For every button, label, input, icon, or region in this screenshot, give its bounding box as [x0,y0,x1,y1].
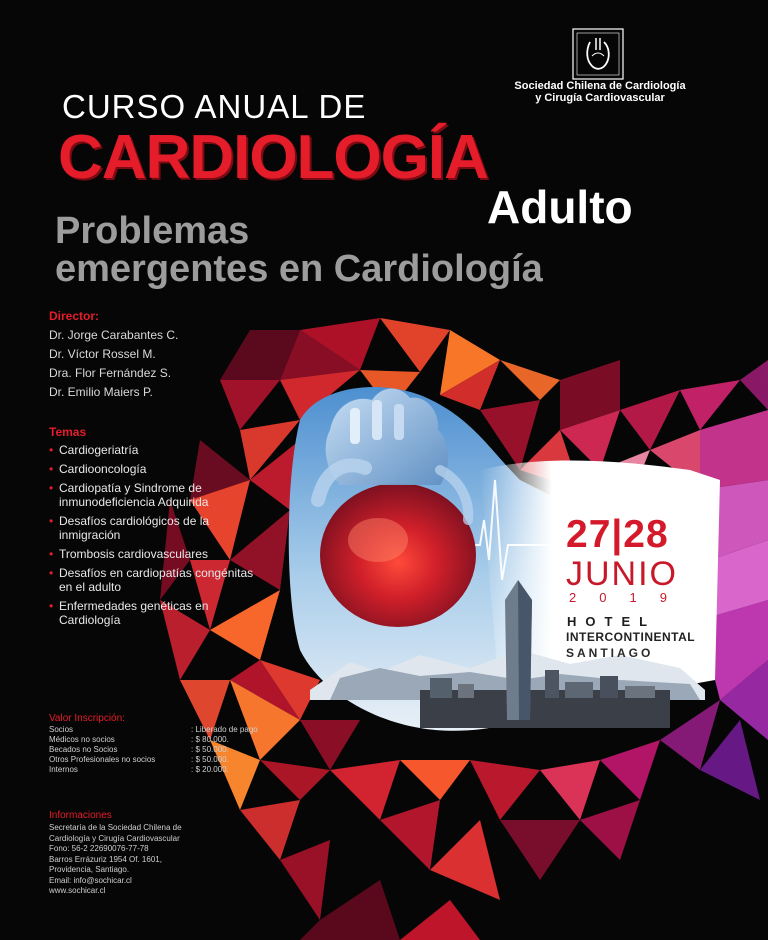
info-address: Barros Errázuriz 1954 Of. 1601, [49,854,162,864]
fee-value: : $ 20.000. [191,765,229,774]
subtitle-line2: emergentes en Cardiología [55,248,543,290]
fee-row [49,735,258,745]
fee-value: : Liberado de pago [191,725,258,734]
director-name: Dr. Emilio Maiers P. [49,385,153,399]
fee-label: Becados no Socios [49,745,118,754]
info-line: Cardiología y Cirugía Cardiovascular [49,833,180,843]
society-name-line2: y Cirugía Cardiovascular [535,92,665,104]
society-name-line1: Sociedad Chilena de Cardiología [514,80,686,92]
info-address: Providencia, Santiago. [49,865,130,874]
info-email: Email: info@sochicar.cl [49,875,132,885]
fee-label: Médicos no socios [49,735,115,744]
venue-line3: SANTIAGO [566,646,654,660]
director-heading: Director: [49,309,100,323]
fee-label: Internos [49,765,78,774]
fee-label: Otros Profesionales no socios [49,755,156,764]
venue-line2: INTERCONTINENTAL [566,630,696,644]
topics-heading: Temas [49,425,87,439]
fees-table [49,725,258,775]
info-block [49,823,249,897]
topic-item: • Desafíos cardiológicos de la inmigración [49,514,259,542]
course-subtitle [55,212,543,288]
fee-row [49,755,258,765]
director-name: Dr. Víctor Rossel M. [49,347,156,361]
fee-row [49,745,258,755]
event-month: JUNIO [566,555,678,593]
fee-value: : $ 50.000. [191,745,229,754]
info-phone: Fono: 56-2 22690076-77-78 [49,844,149,853]
course-title-accent: Adulto [487,181,633,233]
fee-row [49,765,258,775]
topics-list [49,443,259,632]
fee-row [49,725,258,735]
fee-value: : $ 80.000. [191,735,229,744]
event-year: 2019 [569,590,690,605]
fee-label: Socios [49,725,74,734]
topic-item: • Enfermedades genéticas en Cardiología [49,599,259,627]
event-days: 27|28 [566,513,669,556]
topic-item: • Cardiooncología [49,462,259,476]
fee-value: : $ 50.000. [191,755,229,764]
info-heading: Informaciones [49,810,112,821]
fees-heading: Valor Inscripción: [49,713,125,724]
topic-item: • Desafíos en cardiopatías congénitas en el adulto [49,566,259,594]
director-name: Dra. Flor Fernández S. [49,366,172,380]
director-list [49,326,178,402]
info-line: Secretaría de la Sociedad Chilena de [49,823,182,832]
society-name [500,80,700,104]
topic-item: • Cardiopatía y Sindrome de inmunodeficiencia Adquirida [49,481,259,509]
course-title-line1: CURSO ANUAL DE [62,88,367,125]
venue-line1: HOTEL [567,614,657,629]
topic-item: • Trombosis cardiovasculares [49,547,259,561]
society-logo-icon [572,28,624,80]
director-name: Dr. Jorge Carabantes C. [49,328,179,342]
topic-item: • Cardiogeriatría [49,443,259,457]
subtitle-line1: Problemas [55,210,250,252]
course-title-main: CARDIOLOGÍA [58,123,488,192]
info-website: www.sochicar.cl [49,886,106,895]
